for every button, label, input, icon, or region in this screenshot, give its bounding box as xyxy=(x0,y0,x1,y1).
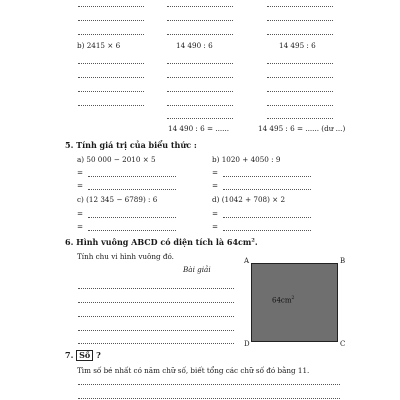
problem6-title: 6. Hình vuông ABCD có diện tích là $64cm^2$. xyxy=(65,237,258,247)
answer-line[interactable] xyxy=(167,63,233,64)
answer-line[interactable] xyxy=(88,230,176,231)
answer-line[interactable] xyxy=(223,230,311,231)
equals-sign: = xyxy=(212,209,219,218)
answer-line[interactable] xyxy=(223,176,311,177)
equals-sign: = xyxy=(212,168,219,177)
vertex-b: B xyxy=(340,257,346,265)
equals-sign: = xyxy=(77,209,84,218)
answer-line[interactable] xyxy=(267,63,333,64)
square-abcd xyxy=(251,263,338,342)
answer-line[interactable] xyxy=(78,302,234,303)
answer-line[interactable] xyxy=(267,34,333,35)
answer-line[interactable] xyxy=(167,77,233,78)
problem5-a-expr: a) 50 000 − 2010 × 5 xyxy=(77,155,156,164)
answer-line[interactable] xyxy=(78,6,144,7)
vertex-a: A xyxy=(244,257,250,265)
answer-line[interactable] xyxy=(267,118,333,119)
equals-sign: = xyxy=(212,181,219,190)
answer-line[interactable] xyxy=(78,77,144,78)
equals-sign: = xyxy=(212,222,219,231)
answer-line[interactable] xyxy=(88,176,176,177)
answer-line[interactable] xyxy=(167,6,233,7)
answer-line[interactable] xyxy=(267,20,333,21)
answer-line[interactable] xyxy=(167,105,233,106)
answer-line[interactable] xyxy=(223,217,311,218)
vertex-c: C xyxy=(340,340,346,348)
answer-line[interactable] xyxy=(267,6,333,7)
problem4-b-div2: 14 495 : 6 xyxy=(279,41,316,50)
answer-line[interactable] xyxy=(167,20,233,21)
problem4-b-label: b) 2415 × 6 xyxy=(77,41,121,50)
problem7-text: Tìm số bé nhất có năm chữ số, biết tổng các chữ số đó bằng 11. xyxy=(77,366,310,375)
answer-line[interactable] xyxy=(78,343,234,344)
equals-sign: = xyxy=(77,168,84,177)
vertex-d: D xyxy=(244,340,250,348)
answer-line[interactable] xyxy=(167,118,233,119)
problem5-d-expr: d) (1042 + 708) × 2 xyxy=(212,195,286,204)
answer-line[interactable] xyxy=(78,316,234,317)
answer-line[interactable] xyxy=(78,20,144,21)
area-label: $64cm^2$ xyxy=(272,296,295,305)
problem5-title: 5. Tính giá trị của biểu thức : xyxy=(65,140,197,150)
problem4-result2: 14 495 : 6 = ...... (dư ...) xyxy=(258,124,346,133)
answer-line[interactable] xyxy=(78,288,234,289)
answer-line[interactable] xyxy=(78,63,144,64)
answer-line[interactable] xyxy=(267,91,333,92)
problem7-heading: 7. Số ? xyxy=(65,350,101,360)
problem6-question: Tính chu vi hình vuông đó. xyxy=(77,252,174,261)
answer-line[interactable] xyxy=(78,105,144,106)
answer-box-label: Số xyxy=(76,350,93,361)
answer-line[interactable] xyxy=(88,217,176,218)
answer-line[interactable] xyxy=(167,91,233,92)
answer-line[interactable] xyxy=(78,34,144,35)
problem5-b-expr: b) 1020 + 4050 : 9 xyxy=(212,155,281,164)
answer-line[interactable] xyxy=(88,189,176,190)
answer-line[interactable] xyxy=(167,34,233,35)
answer-line[interactable] xyxy=(223,189,311,190)
answer-line[interactable] xyxy=(267,105,333,106)
answer-line[interactable] xyxy=(267,77,333,78)
equals-sign: = xyxy=(77,222,84,231)
answer-line[interactable] xyxy=(78,91,144,92)
problem4-b-div1: 14 490 : 6 xyxy=(176,41,213,50)
equals-sign: = xyxy=(77,181,84,190)
problem4-result1: 14 490 : 6 = ...... xyxy=(168,124,230,133)
answer-line[interactable] xyxy=(78,398,340,399)
problem5-c-expr: c) (12 345 − 6789) : 6 xyxy=(77,195,158,204)
answer-line[interactable] xyxy=(78,384,340,385)
solution-heading: Bài giải xyxy=(183,265,211,274)
answer-line[interactable] xyxy=(78,330,234,331)
